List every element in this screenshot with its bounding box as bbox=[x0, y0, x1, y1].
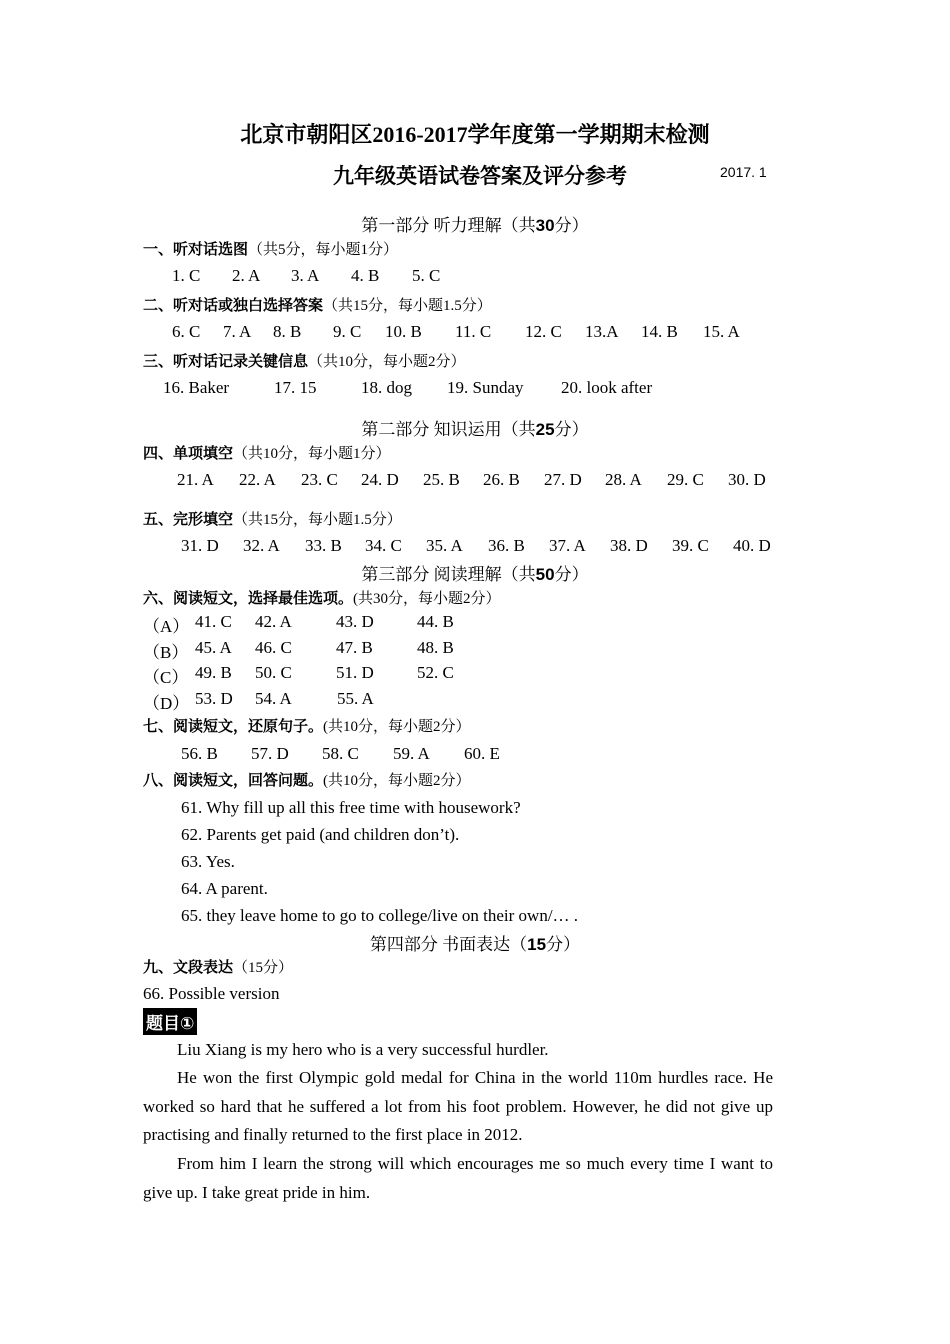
answer: 56. B bbox=[181, 744, 218, 763]
section6-heading: 六、阅读短文，选择最佳选项。(共30分，每小题2分） bbox=[143, 589, 501, 607]
answer-line: 64. A parent. bbox=[181, 879, 268, 898]
answer: 2. A bbox=[232, 266, 261, 285]
answer: 41. C bbox=[195, 612, 232, 631]
answer: 28. A bbox=[605, 470, 642, 489]
passage-label: （A） bbox=[143, 617, 190, 636]
answer: 26. B bbox=[483, 470, 520, 489]
answer: 20. look after bbox=[561, 378, 653, 397]
answer: 30. D bbox=[728, 470, 766, 489]
section3-answers bbox=[163, 378, 671, 398]
part1-title: 第一部分 听力理解（共30分） bbox=[361, 216, 589, 235]
answer: 3. A bbox=[291, 266, 320, 285]
answer: 52. C bbox=[417, 663, 454, 682]
possible-version-label: 66. Possible version bbox=[143, 984, 280, 1003]
answer: 9. C bbox=[333, 322, 362, 341]
section4-answers bbox=[177, 470, 778, 490]
answer: 13.A bbox=[585, 322, 619, 341]
section5-answers bbox=[181, 536, 783, 556]
answer: 22. A bbox=[239, 470, 276, 489]
answer: 21. A bbox=[177, 470, 214, 489]
essay-paragraph: He won the first Olympic gold medal for China in the world 110m hurdles race. He worked so hard that he suffered a lot from his foot problem. However, he did not give up practising and finally returned to the first place in 2012. bbox=[143, 1068, 773, 1145]
section8-heading: 八、阅读短文，回答问题。(共10分，每小题2分） bbox=[143, 771, 471, 789]
section6-row-c bbox=[143, 663, 477, 688]
essay-paragraph: From him I learn the strong will which encourages me so much every time I want to give up. I take great pride in him. bbox=[143, 1154, 773, 1202]
answer: 16. Baker bbox=[163, 378, 230, 397]
answer-line: 63. Yes. bbox=[181, 852, 235, 871]
answer: 8. B bbox=[273, 322, 302, 341]
answer: 59. A bbox=[393, 744, 430, 763]
document-title: 北京市朝阳区2016-2017学年度第一学期期末检测 bbox=[240, 122, 710, 147]
section9-heading: 九、文段表达（15分） bbox=[143, 958, 294, 976]
answer: 25. B bbox=[423, 470, 460, 489]
answer: 17. 15 bbox=[274, 378, 317, 397]
answer: 5. C bbox=[412, 266, 441, 285]
answer: 57. D bbox=[251, 744, 289, 763]
answer: 34. C bbox=[365, 536, 402, 555]
answer: 35. A bbox=[426, 536, 463, 555]
answer-line: 62. Parents get paid (and children don’t). bbox=[181, 825, 460, 844]
section3-heading: 三、听对话记录关键信息（共10分，每小题2分） bbox=[143, 352, 466, 370]
answer: 19. Sunday bbox=[447, 378, 524, 397]
answer: 10. B bbox=[385, 322, 422, 341]
answer: 15. A bbox=[703, 322, 740, 341]
answer: 48. B bbox=[417, 638, 454, 657]
passage-label: （C） bbox=[143, 668, 189, 687]
answer: 32. A bbox=[243, 536, 280, 555]
section4-heading: 四、单项填空（共10分，每小题1分） bbox=[143, 444, 391, 462]
answer: 12. C bbox=[525, 322, 562, 341]
section2-heading: 二、听对话或独白选择答案（共15分，每小题1.5分） bbox=[143, 296, 492, 314]
answer: 33. B bbox=[305, 536, 342, 555]
section1-heading: 一、听对话选图（共5分，每小题1分） bbox=[143, 240, 399, 258]
answer: 6. C bbox=[172, 322, 201, 341]
essay-paragraph: Liu Xiang is my hero who is a very successful hurdler. bbox=[177, 1040, 549, 1059]
answer: 37. A bbox=[549, 536, 586, 555]
answer: 44. B bbox=[417, 612, 454, 631]
answer: 36. B bbox=[488, 536, 525, 555]
section5-heading: 五、完形填空（共15分，每小题1.5分） bbox=[143, 510, 402, 528]
answer: 27. D bbox=[544, 470, 582, 489]
answer: 23. C bbox=[301, 470, 338, 489]
answer: 31. D bbox=[181, 536, 219, 555]
topic-tag: 题目① bbox=[143, 1008, 197, 1035]
answer: 39. C bbox=[672, 536, 709, 555]
answer: 50. C bbox=[255, 663, 292, 682]
answer: 47. B bbox=[336, 638, 373, 657]
part3-title: 第三部分 阅读理解（共50分） bbox=[361, 565, 589, 584]
answer: 58. C bbox=[322, 744, 359, 763]
section2-answers bbox=[172, 322, 753, 342]
part4-title: 第四部分 书面表达（15分） bbox=[369, 935, 581, 954]
answer: 53. D bbox=[195, 689, 233, 708]
answer: 24. D bbox=[361, 470, 399, 489]
section7-answers bbox=[181, 744, 514, 764]
answer: 1. C bbox=[172, 266, 201, 285]
answer: 14. B bbox=[641, 322, 678, 341]
document-date: 2017. 1 bbox=[720, 164, 767, 180]
section6-row-b bbox=[143, 638, 477, 663]
answer: 7. A bbox=[223, 322, 252, 341]
answer: 29. C bbox=[667, 470, 704, 489]
answer: 46. C bbox=[255, 638, 292, 657]
document-subtitle: 九年级英语试卷答案及评分参考 bbox=[333, 164, 627, 188]
answer: 49. B bbox=[195, 663, 232, 682]
section7-heading: 七、阅读短文，还原句子。(共10分，每小题2分） bbox=[143, 717, 471, 735]
answer-line: 65. they leave home to go to college/live on their own/… . bbox=[181, 906, 579, 925]
passage-label: （D） bbox=[143, 694, 190, 713]
answer: 55. A bbox=[337, 689, 374, 708]
part2-title: 第二部分 知识运用（共25分） bbox=[361, 420, 589, 439]
answer: 54. A bbox=[255, 689, 292, 708]
answer: 45. A bbox=[195, 638, 232, 657]
answer: 11. C bbox=[455, 322, 492, 341]
section6-row-d bbox=[143, 689, 397, 714]
answer: 60. E bbox=[464, 744, 500, 763]
answer: 40. D bbox=[733, 536, 771, 555]
answer: 51. D bbox=[336, 663, 374, 682]
answer: 42. A bbox=[255, 612, 292, 631]
answer: 4. B bbox=[351, 266, 380, 285]
section1-answers bbox=[172, 266, 462, 286]
section6-row-a bbox=[143, 612, 477, 637]
answer: 38. D bbox=[610, 536, 648, 555]
passage-label: （B） bbox=[143, 643, 189, 662]
answer: 18. dog bbox=[361, 378, 412, 397]
answer-line: 61. Why fill up all this free time with housework? bbox=[181, 798, 521, 817]
answer: 43. D bbox=[336, 612, 374, 631]
